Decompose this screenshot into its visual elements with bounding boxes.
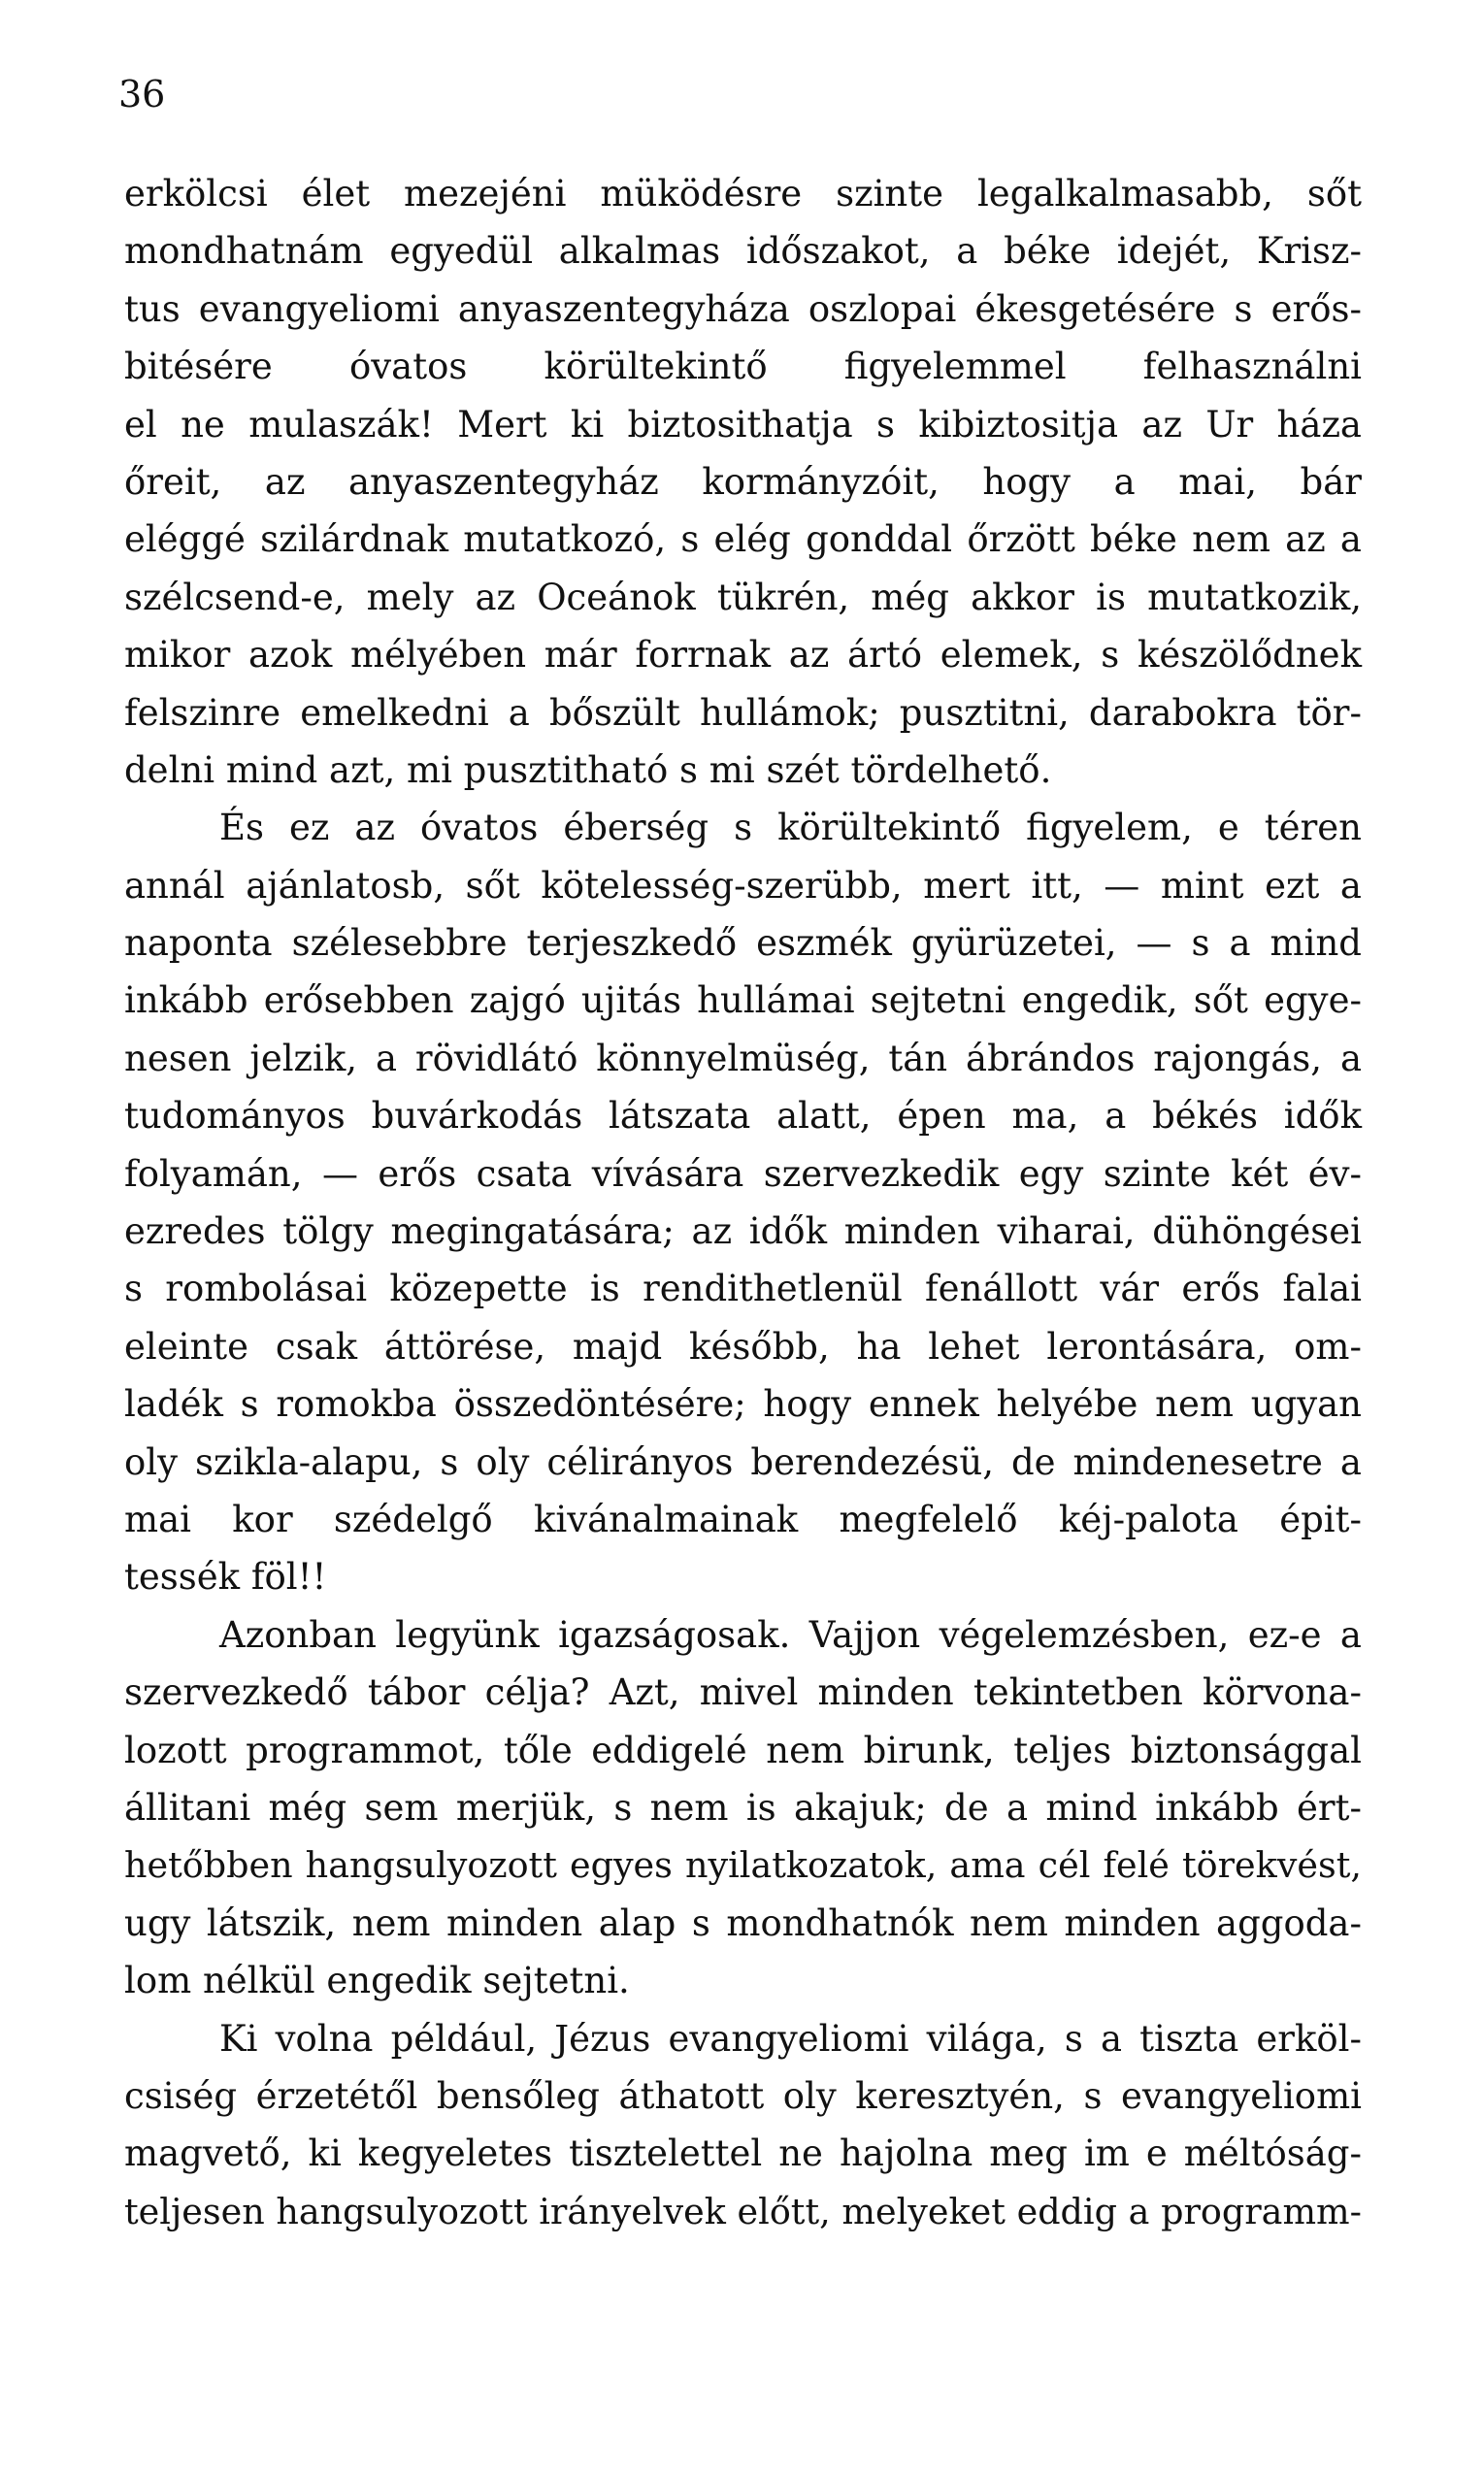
text-line: nesen jelzik, a rövidlátó könnyelmüség, tán ábrándos rajongás, a [124, 1037, 1362, 1079]
text-line: őreit, az anyaszentegyház kormányzóit, hogy a mai, bár [124, 460, 1362, 503]
text-line: szervezkedő tábor célja? Azt, mivel minden tekintetben körvona- [124, 1671, 1362, 1714]
text-line: ladék s romokba összedöntésére; hogy ennek helyébe nem ugyan [124, 1383, 1362, 1426]
text-line: ezredes tölgy megingatására; az idők minden viharai, dühöngései [124, 1210, 1362, 1253]
text-line: naponta szélesebbre terjeszkedő eszmék gyürüzetei, — s a mind [124, 922, 1362, 965]
text-line: Azonban legyünk igazságosak. Vajjon végelemzésben, ez-e a [219, 1613, 1362, 1656]
text-line: tus evangyeliomi anyaszentegyháza oszlopai ékesgetésére s erős- [124, 287, 1362, 330]
text-line: bitésére óvatos körültekintő figyelemmel felhasználni [124, 346, 1362, 388]
text-line: teljesen hangsulyozott irányelvek előtt, melyeket eddig a programm- [124, 2190, 1362, 2232]
text-line: el ne mulaszák! Mert ki biztosithatja s kibiztositja az Ur háza [124, 403, 1362, 446]
text-line: hetőbben hangsulyozott egyes nyilatkozatok, ama cél felé törekvést, [124, 1844, 1362, 1887]
text-line: eleinte csak áttörése, majd később, ha lehet lerontására, om- [124, 1325, 1362, 1368]
text-line: inkább erősebben zajgó ujitás hullámai sejtetni engedik, sőt egye- [124, 979, 1362, 1022]
text-line: állitani még sem merjük, s nem is akajuk; de a mind inkább ért- [124, 1786, 1362, 1829]
text-line: felszinre emelkedni a bőszült hullámok; pusztitni, darabokra tör- [124, 691, 1362, 734]
text-line: És ez az óvatos éberség s körültekintő figyelem, e téren [219, 807, 1362, 849]
text-line: mikor azok mélyében már forrnak az ártó elemek, s készölődnek [124, 634, 1362, 677]
text-line: mai kor szédelgő kivánalmainak megfelelő kéj-palota épit- [124, 1498, 1362, 1540]
text-line: szélcsend-e, mely az Oceánok tükrén, még akkor is mutatkozik, [124, 576, 1362, 618]
text-line: csiség érzetétől bensőleg áthatott oly keresztyén, s evangyeliomi [124, 2074, 1362, 2117]
text-line: tudományos buvárkodás látszata alatt, épen ma, a békés idők [124, 1095, 1362, 1138]
text-line: eléggé szilárdnak mutatkozó, s elég gonddal őrzött béke nem az a [124, 518, 1362, 561]
body-text [124, 165, 1362, 2240]
text-line: oly szikla-alapu, s oly célirányos berendezésü, de mindenesetre a [124, 1440, 1362, 1483]
text-line: folyamán, — erős csata vívására szervezkedik egy szinte két év- [124, 1152, 1362, 1195]
text-line: mondhatnám egyedül alkalmas időszakot, a béke idejét, Krisz- [124, 230, 1362, 273]
text-line: s rombolásai közepette is rendithetlenül fenállott vár erős falai [124, 1268, 1362, 1310]
text-line: lom nélkül engedik sejtetni. [124, 1960, 630, 2002]
text-line: magvető, ki kegyeletes tisztelettel ne hajolna meg im e méltóság- [124, 2132, 1362, 2175]
text-line: lozott programmot, tőle eddigelé nem birunk, teljes biztonsággal [124, 1729, 1362, 1771]
text-line: erkölcsi élet mezejéni müködésre szinte legalkalmasabb, sőt [124, 173, 1362, 215]
page-number: 36 [118, 73, 166, 116]
text-line: Ki volna például, Jézus evangyeliomi világa, s a tiszta erköl- [219, 2017, 1362, 2060]
text-line: tessék föl!! [124, 1556, 327, 1599]
text-line: ugy látszik, nem minden alap s mondhatnók nem minden aggoda- [124, 1901, 1362, 1944]
text-line: delni mind azt, mi pusztitható s mi szét tördelhető. [124, 748, 1052, 791]
text-line: annál ajánlatosb, sőt kötelesség-szerübb, mert itt, — mint ezt a [124, 864, 1362, 907]
